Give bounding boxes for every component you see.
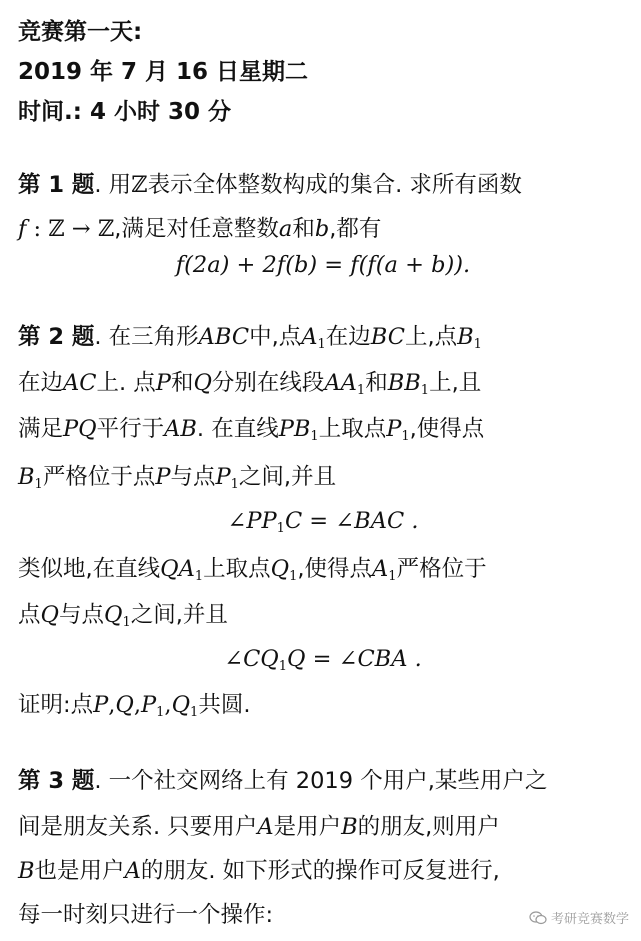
math-symbol: P: [155, 370, 171, 396]
math-symbol: a: [278, 216, 293, 242]
math-symbol: P: [386, 416, 402, 442]
problem-2-conclusion: [18, 690, 250, 720]
text: 每一时刻只进行一个操作:: [18, 902, 274, 928]
math-symbol: Q: [270, 556, 290, 582]
problem-3-line-1: [18, 766, 547, 796]
problem-3-line-3: [18, 856, 500, 886]
problem-3-line-4: [18, 900, 273, 930]
equation: Q = ∠CBA .: [287, 646, 422, 672]
text: . 在三角形: [94, 324, 199, 350]
subscript: 1: [310, 429, 319, 444]
math-symbol: A: [124, 858, 141, 884]
subscript: 1: [278, 659, 288, 674]
contest-day-title: 竞赛第一天:: [18, 19, 143, 45]
subscript: 1: [194, 569, 204, 584]
math-symbol: PQ: [63, 416, 97, 442]
text: 和: [365, 370, 388, 396]
math-symbol: A: [257, 814, 274, 840]
text: 类似地,在直线: [18, 556, 161, 582]
math-symbol: →: [64, 216, 98, 242]
subscript: 1: [190, 705, 199, 720]
math-symbol: PB: [278, 416, 311, 442]
subscript: 1: [401, 429, 410, 444]
math-symbol: Q: [40, 602, 59, 628]
math-symbol: b: [314, 216, 330, 242]
math-symbol: P: [141, 692, 157, 718]
text: 上. 点: [96, 370, 156, 396]
equation: ∠PP: [227, 508, 277, 534]
problem-1-label: 第 1 题: [18, 172, 95, 198]
text: 的朋友,则用户: [357, 814, 500, 840]
math-symbol: Q: [103, 602, 123, 628]
text: 在边: [18, 370, 64, 396]
problem-2-line-1: [18, 322, 482, 352]
math-symbol: ,: [164, 692, 172, 718]
math-symbol: AC: [63, 370, 97, 396]
math-symbol: Q: [115, 692, 134, 718]
text: 上,且: [429, 370, 482, 396]
text: ,使得点: [409, 416, 485, 442]
math-symbol: Q: [171, 692, 191, 718]
text: 和: [170, 370, 194, 396]
text: 满足: [18, 416, 64, 442]
text: 分别在线段: [211, 370, 325, 396]
text: . 在直线: [196, 416, 279, 442]
math-symbol: BC: [370, 324, 405, 350]
subscript: 1: [473, 337, 482, 352]
problem-2-line-2: [18, 368, 481, 398]
text: 也是用户: [34, 858, 125, 884]
math-symbol: ,: [133, 692, 141, 718]
problem-2-line-4: [18, 462, 336, 492]
problem-2-label: 第 2 题: [18, 324, 95, 350]
text: 严格位于: [396, 556, 487, 582]
text: 点: [18, 602, 41, 628]
math-symbol: P: [155, 464, 171, 490]
problem-3-label: 第 3 题: [18, 768, 95, 794]
problem-2-line-3: [18, 414, 484, 444]
equation: C = ∠BAC .: [284, 508, 419, 534]
text: ,都有: [329, 216, 382, 242]
math-symbol: P: [215, 464, 231, 490]
text: 严格位于点: [42, 464, 156, 490]
subscript: 1: [289, 569, 298, 584]
text: 证明:点: [18, 692, 94, 718]
math-symbol: P: [93, 692, 109, 718]
problem-2-line-6: [18, 600, 228, 630]
subscript: 1: [276, 521, 285, 536]
text: 上取点: [203, 556, 271, 582]
text: 与点: [170, 464, 216, 490]
text: 共圆.: [198, 692, 251, 718]
problem-1-line-1: [18, 170, 522, 200]
watermark-text: 考研竞赛数学: [550, 912, 629, 927]
math-symbol: B: [457, 324, 474, 350]
math-symbol: AA: [324, 370, 357, 396]
subscript: 1: [156, 705, 165, 720]
text: . 一个社交网络上有 2019 个用户,某些用户之: [94, 768, 548, 794]
math-symbol: B: [18, 464, 35, 490]
math-symbol: Q: [193, 370, 212, 396]
text: ,使得点: [297, 556, 373, 582]
problem-1-equation: [18, 250, 628, 280]
math-symbol: A: [301, 324, 318, 350]
subscript: 1: [388, 569, 397, 584]
math-symbol: A: [372, 556, 389, 582]
contest-date: 2019 年 7 月 16 日星期二: [18, 59, 309, 85]
math-symbol: ABC: [198, 324, 250, 350]
text: 上取点: [318, 416, 387, 442]
equation: f(2a) + 2f(b) = f(f(a + b)).: [175, 252, 471, 278]
math-symbol: B: [18, 858, 35, 884]
wechat-icon: [529, 911, 547, 925]
text: 的朋友. 如下形式的操作可反复进行,: [140, 858, 500, 884]
watermark: [529, 908, 629, 927]
math-symbol: ,: [108, 692, 116, 718]
subscript: 1: [420, 383, 430, 398]
text: 之间,并且: [238, 464, 337, 490]
math-symbol: ℤ: [97, 216, 115, 242]
math-symbol: ℤ: [131, 172, 148, 198]
math-symbol: BB: [387, 370, 421, 396]
math-symbol: :: [26, 216, 49, 242]
problem-2-line-5: [18, 554, 487, 584]
subscript: 1: [122, 615, 131, 630]
problem-2-equation-1: [18, 506, 628, 536]
subscript: 1: [356, 383, 366, 398]
text: 平行于: [96, 416, 165, 442]
math-symbol: QA: [160, 556, 195, 582]
problem-2-equation-2: [18, 644, 628, 674]
math-symbol: f: [18, 216, 27, 242]
math-symbol: AB: [164, 416, 197, 442]
text: ,满足对任意整数: [114, 216, 279, 242]
text: 中,点: [249, 324, 302, 350]
text: 上,点: [404, 324, 458, 350]
text: 在边: [325, 324, 371, 350]
text: 间是朋友关系. 只要用户: [18, 814, 258, 840]
equation: ∠CQ: [224, 646, 279, 672]
text: . 用: [94, 172, 132, 198]
text: 之间,并且: [130, 602, 228, 628]
subscript: 1: [230, 477, 239, 492]
text: 是用户: [273, 814, 342, 840]
problem-1-line-2: [18, 214, 381, 244]
subscript: 1: [317, 337, 326, 352]
text: 与点: [58, 602, 104, 628]
subscript: 1: [34, 477, 43, 492]
math-symbol: B: [341, 814, 358, 840]
text: 表示全体整数构成的集合. 求所有函数: [147, 172, 522, 198]
contest-duration: 时间.: 4 小时 30 分: [18, 99, 231, 125]
problem-3-line-2: [18, 812, 500, 842]
math-symbol: ℤ: [48, 216, 65, 242]
text: 和: [292, 216, 315, 242]
